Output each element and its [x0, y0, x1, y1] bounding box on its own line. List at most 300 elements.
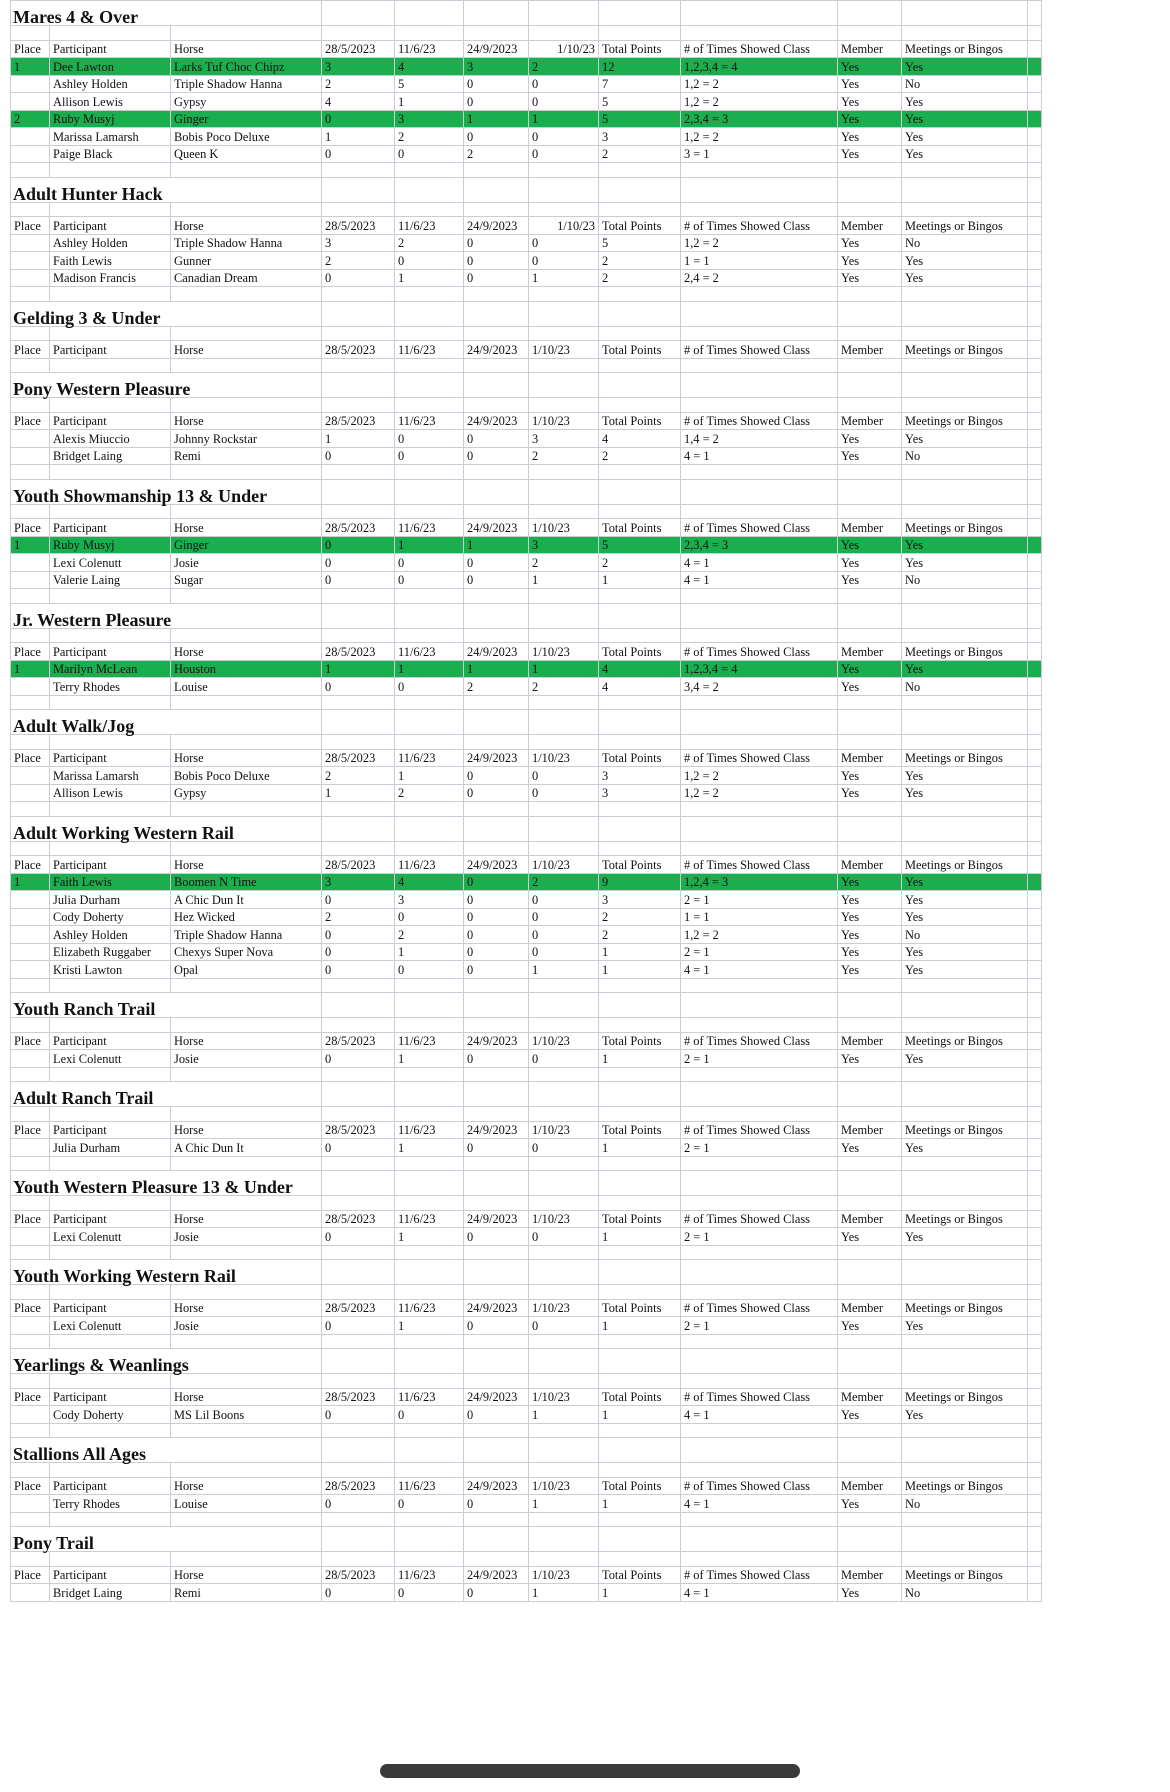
empty-cell[interactable] [464, 1552, 529, 1567]
column-header[interactable]: Member [838, 40, 902, 58]
column-header[interactable]: Horse [171, 1388, 322, 1406]
empty-cell[interactable] [1028, 767, 1042, 785]
empty-cell[interactable] [902, 628, 1028, 643]
empty-cell[interactable] [171, 1107, 322, 1122]
empty-cell[interactable] [681, 358, 838, 373]
empty-cell[interactable] [395, 301, 464, 326]
column-header[interactable]: Horse [171, 217, 322, 235]
empty-cell[interactable] [838, 1245, 902, 1260]
empty-cell[interactable] [464, 301, 529, 326]
empty-cell[interactable] [11, 589, 50, 604]
column-header[interactable]: Participant [50, 1121, 171, 1139]
empty-cell[interactable] [838, 1349, 902, 1374]
empty-cell[interactable] [902, 373, 1028, 398]
empty-cell[interactable] [1028, 398, 1042, 413]
table-cell[interactable]: 0 [529, 93, 599, 111]
empty-cell[interactable] [1028, 1388, 1042, 1406]
empty-cell[interactable] [681, 710, 838, 735]
empty-cell[interactable] [529, 695, 599, 710]
empty-cell[interactable] [599, 1527, 681, 1552]
table-cell[interactable]: 2 [395, 234, 464, 252]
empty-cell[interactable] [681, 326, 838, 341]
table-cell[interactable]: Yes [838, 447, 902, 465]
empty-cell[interactable] [681, 202, 838, 217]
empty-cell[interactable] [464, 695, 529, 710]
empty-cell[interactable] [838, 1438, 902, 1463]
column-header[interactable]: Participant [50, 856, 171, 874]
table-cell[interactable]: 0 [464, 447, 529, 465]
table-cell[interactable]: 0 [464, 430, 529, 448]
empty-cell[interactable] [681, 1285, 838, 1300]
empty-cell[interactable] [50, 1512, 171, 1527]
table-cell[interactable]: Yes [902, 784, 1028, 802]
empty-cell[interactable] [1028, 1406, 1042, 1424]
table-cell[interactable]: 0 [464, 784, 529, 802]
empty-cell[interactable] [322, 1512, 395, 1527]
empty-cell[interactable] [395, 1463, 464, 1478]
table-cell[interactable]: 1 [599, 1317, 681, 1335]
empty-cell[interactable] [838, 504, 902, 519]
table-cell[interactable]: Yes [902, 110, 1028, 128]
empty-cell[interactable] [529, 628, 599, 643]
column-header[interactable]: Place [11, 1032, 50, 1050]
column-header[interactable]: 1/10/23 [529, 856, 599, 874]
table-cell[interactable]: Yes [902, 58, 1028, 76]
empty-cell[interactable] [464, 1423, 529, 1438]
column-header[interactable]: Member [838, 341, 902, 359]
empty-cell[interactable] [1028, 1463, 1042, 1478]
table-cell[interactable]: 5 [599, 110, 681, 128]
table-cell[interactable]: No [902, 1584, 1028, 1602]
empty-cell[interactable] [529, 1512, 599, 1527]
column-header[interactable]: Horse [171, 1121, 322, 1139]
table-cell[interactable]: 0 [322, 1228, 395, 1246]
empty-cell[interactable] [599, 1260, 681, 1285]
empty-cell[interactable] [11, 841, 50, 856]
table-cell[interactable]: 1 [395, 1317, 464, 1335]
column-header[interactable]: 24/9/2023 [464, 412, 529, 430]
column-header[interactable]: 1/10/23 [529, 1032, 599, 1050]
empty-cell[interactable] [599, 628, 681, 643]
table-cell[interactable]: 0 [322, 571, 395, 589]
empty-cell[interactable] [838, 978, 902, 993]
table-cell[interactable]: Cody Doherty [50, 908, 171, 926]
empty-cell[interactable] [322, 1156, 395, 1171]
column-header[interactable]: Participant [50, 1210, 171, 1228]
empty-cell[interactable] [1028, 1566, 1042, 1584]
empty-cell[interactable] [1028, 1139, 1042, 1157]
table-cell[interactable]: Yes [902, 1050, 1028, 1068]
table-cell[interactable]: 1 [599, 943, 681, 961]
table-cell[interactable]: Yes [838, 269, 902, 287]
table-cell[interactable]: 0 [322, 943, 395, 961]
table-cell[interactable]: 0 [395, 430, 464, 448]
empty-cell[interactable] [171, 628, 322, 643]
table-cell[interactable]: 0 [464, 1584, 529, 1602]
empty-cell[interactable] [838, 841, 902, 856]
empty-cell[interactable] [681, 695, 838, 710]
column-header[interactable]: Member [838, 412, 902, 430]
empty-cell[interactable] [681, 1107, 838, 1122]
empty-cell[interactable] [1028, 1121, 1042, 1139]
empty-cell[interactable] [599, 177, 681, 202]
table-cell[interactable]: 2,4 = 2 [681, 269, 838, 287]
column-header[interactable]: Horse [171, 1032, 322, 1050]
column-header[interactable]: Horse [171, 1477, 322, 1495]
empty-cell[interactable] [1028, 678, 1042, 696]
table-cell[interactable]: 0 [395, 1584, 464, 1602]
table-cell[interactable]: 1 [529, 269, 599, 287]
empty-cell[interactable] [1028, 873, 1042, 891]
empty-cell[interactable] [1028, 163, 1042, 178]
column-header[interactable]: 24/9/2023 [464, 519, 529, 537]
empty-cell[interactable] [599, 1107, 681, 1122]
empty-cell[interactable] [838, 358, 902, 373]
empty-cell[interactable] [11, 26, 50, 41]
column-header[interactable]: 11/6/23 [395, 1566, 464, 1584]
table-cell[interactable]: 1,2,3,4 = 4 [681, 660, 838, 678]
empty-cell[interactable] [838, 177, 902, 202]
table-cell[interactable]: 1 [11, 873, 50, 891]
table-cell[interactable]: 2 [464, 145, 529, 163]
empty-cell[interactable] [902, 589, 1028, 604]
empty-cell[interactable] [681, 816, 838, 841]
empty-cell[interactable] [838, 326, 902, 341]
column-header[interactable]: Participant [50, 1299, 171, 1317]
empty-cell[interactable] [1028, 891, 1042, 909]
table-cell[interactable]: Yes [838, 891, 902, 909]
empty-cell[interactable] [838, 1527, 902, 1552]
column-header[interactable]: 24/9/2023 [464, 1121, 529, 1139]
empty-cell[interactable] [1028, 110, 1042, 128]
table-cell[interactable]: 1 [529, 1495, 599, 1513]
column-header[interactable]: Participant [50, 1566, 171, 1584]
column-header[interactable]: Place [11, 1566, 50, 1584]
empty-cell[interactable] [11, 1018, 50, 1033]
empty-cell[interactable] [681, 177, 838, 202]
table-cell[interactable]: 1 [464, 536, 529, 554]
empty-cell[interactable] [681, 1156, 838, 1171]
column-header[interactable]: # of Times Showed Class [681, 749, 838, 767]
empty-cell[interactable] [681, 373, 838, 398]
table-cell[interactable]: Lexi Colenutt [50, 1228, 171, 1246]
empty-cell[interactable] [395, 628, 464, 643]
table-cell[interactable]: 0 [529, 1139, 599, 1157]
column-header[interactable]: Place [11, 749, 50, 767]
column-header[interactable]: Total Points [599, 749, 681, 767]
table-cell[interactable]: 2,3,4 = 3 [681, 536, 838, 554]
empty-cell[interactable] [681, 1423, 838, 1438]
empty-cell[interactable] [171, 326, 322, 341]
empty-cell[interactable] [529, 1285, 599, 1300]
empty-cell[interactable] [1028, 961, 1042, 979]
table-cell[interactable] [11, 1317, 50, 1335]
column-header[interactable]: Place [11, 1477, 50, 1495]
empty-cell[interactable] [50, 1018, 171, 1033]
table-cell[interactable] [11, 75, 50, 93]
empty-cell[interactable] [1028, 234, 1042, 252]
column-header[interactable]: # of Times Showed Class [681, 217, 838, 235]
empty-cell[interactable] [50, 695, 171, 710]
empty-cell[interactable] [1028, 341, 1042, 359]
empty-cell[interactable] [395, 1018, 464, 1033]
empty-cell[interactable] [464, 1438, 529, 1463]
column-header[interactable]: Horse [171, 341, 322, 359]
empty-cell[interactable] [902, 735, 1028, 750]
empty-cell[interactable] [599, 301, 681, 326]
empty-cell[interactable] [1028, 1245, 1042, 1260]
empty-cell[interactable] [529, 603, 599, 628]
table-cell[interactable]: Marissa Lamarsh [50, 767, 171, 785]
table-cell[interactable]: 0 [395, 1406, 464, 1424]
empty-cell[interactable] [902, 202, 1028, 217]
column-header[interactable]: Total Points [599, 1032, 681, 1050]
table-cell[interactable]: 0 [529, 252, 599, 270]
table-cell[interactable] [11, 1228, 50, 1246]
empty-cell[interactable] [599, 373, 681, 398]
empty-cell[interactable] [681, 1512, 838, 1527]
table-cell[interactable]: 4 = 1 [681, 554, 838, 572]
table-cell[interactable] [11, 234, 50, 252]
table-cell[interactable]: Yes [838, 1228, 902, 1246]
horizontal-scrollbar[interactable] [380, 1764, 800, 1778]
table-cell[interactable]: No [902, 234, 1028, 252]
table-cell[interactable]: 0 [529, 128, 599, 146]
table-cell[interactable]: 0 [529, 145, 599, 163]
empty-cell[interactable] [322, 1260, 395, 1285]
table-cell[interactable]: A Chic Dun It [171, 1139, 322, 1157]
empty-cell[interactable] [902, 603, 1028, 628]
empty-cell[interactable] [529, 398, 599, 413]
table-cell[interactable]: 1 [395, 1050, 464, 1068]
column-header[interactable]: Total Points [599, 1210, 681, 1228]
empty-cell[interactable] [464, 398, 529, 413]
empty-cell[interactable] [1028, 1512, 1042, 1527]
empty-cell[interactable] [902, 504, 1028, 519]
table-cell[interactable]: Yes [838, 961, 902, 979]
column-header[interactable]: Meetings or Bingos [902, 217, 1028, 235]
empty-cell[interactable] [50, 163, 171, 178]
table-cell[interactable]: 0 [395, 145, 464, 163]
table-cell[interactable]: 0 [322, 145, 395, 163]
column-header[interactable]: 11/6/23 [395, 519, 464, 537]
empty-cell[interactable] [11, 1107, 50, 1122]
empty-cell[interactable] [171, 1334, 322, 1349]
empty-cell[interactable] [50, 398, 171, 413]
empty-cell[interactable] [395, 1423, 464, 1438]
empty-cell[interactable] [322, 1018, 395, 1033]
empty-cell[interactable] [681, 1334, 838, 1349]
table-cell[interactable]: 0 [322, 678, 395, 696]
table-cell[interactable]: 2 [395, 128, 464, 146]
table-cell[interactable]: 2 = 1 [681, 943, 838, 961]
table-cell[interactable]: 2 [599, 252, 681, 270]
empty-cell[interactable] [171, 1423, 322, 1438]
table-cell[interactable]: Opal [171, 961, 322, 979]
table-cell[interactable]: No [902, 447, 1028, 465]
empty-cell[interactable] [50, 287, 171, 302]
table-cell[interactable]: Marilyn McLean [50, 660, 171, 678]
table-cell[interactable]: Dee Lawton [50, 58, 171, 76]
table-cell[interactable]: 0 [395, 961, 464, 979]
empty-cell[interactable] [464, 1374, 529, 1389]
table-cell[interactable]: 2 [529, 873, 599, 891]
column-header[interactable]: Horse [171, 749, 322, 767]
table-cell[interactable]: 2 [599, 447, 681, 465]
column-header[interactable]: # of Times Showed Class [681, 1299, 838, 1317]
table-cell[interactable]: 0 [464, 943, 529, 961]
empty-cell[interactable] [838, 301, 902, 326]
empty-cell[interactable] [902, 1260, 1028, 1285]
section-title[interactable]: Mares 4 & Over [11, 1, 322, 26]
empty-cell[interactable] [395, 589, 464, 604]
empty-cell[interactable] [322, 202, 395, 217]
empty-cell[interactable] [1028, 1156, 1042, 1171]
column-header[interactable]: # of Times Showed Class [681, 1566, 838, 1584]
table-cell[interactable]: Bridget Laing [50, 447, 171, 465]
table-cell[interactable]: 1 [395, 943, 464, 961]
table-cell[interactable]: Yes [902, 1317, 1028, 1335]
empty-cell[interactable] [1028, 1552, 1042, 1567]
column-header[interactable]: Participant [50, 217, 171, 235]
empty-cell[interactable] [681, 802, 838, 817]
table-cell[interactable]: 0 [322, 926, 395, 944]
table-cell[interactable]: 3 [599, 784, 681, 802]
column-header[interactable]: Meetings or Bingos [902, 519, 1028, 537]
table-cell[interactable]: 0 [464, 93, 529, 111]
empty-cell[interactable] [599, 710, 681, 735]
empty-cell[interactable] [529, 1156, 599, 1171]
table-cell[interactable]: 4 [599, 660, 681, 678]
empty-cell[interactable] [464, 504, 529, 519]
empty-cell[interactable] [322, 1171, 395, 1196]
empty-cell[interactable] [599, 993, 681, 1018]
table-cell[interactable] [11, 891, 50, 909]
empty-cell[interactable] [902, 1349, 1028, 1374]
empty-cell[interactable] [902, 301, 1028, 326]
table-cell[interactable]: Boomen N Time [171, 873, 322, 891]
table-cell[interactable]: 3 [599, 767, 681, 785]
column-header[interactable]: Participant [50, 40, 171, 58]
empty-cell[interactable] [902, 479, 1028, 504]
empty-cell[interactable] [322, 816, 395, 841]
column-header[interactable]: Total Points [599, 519, 681, 537]
table-cell[interactable]: 4 [395, 873, 464, 891]
empty-cell[interactable] [464, 1285, 529, 1300]
empty-cell[interactable] [599, 1512, 681, 1527]
empty-cell[interactable] [464, 628, 529, 643]
empty-cell[interactable] [599, 802, 681, 817]
column-header[interactable]: Meetings or Bingos [902, 856, 1028, 874]
empty-cell[interactable] [395, 1512, 464, 1527]
table-cell[interactable]: 4 [599, 678, 681, 696]
column-header[interactable]: 1/10/23 [529, 217, 599, 235]
empty-cell[interactable] [50, 1107, 171, 1122]
table-cell[interactable]: Larks Tuf Choc Chipz [171, 58, 322, 76]
table-cell[interactable]: 0 [322, 447, 395, 465]
column-header[interactable]: 1/10/23 [529, 749, 599, 767]
empty-cell[interactable] [464, 163, 529, 178]
empty-cell[interactable] [464, 1260, 529, 1285]
empty-cell[interactable] [1028, 145, 1042, 163]
column-header[interactable]: Meetings or Bingos [902, 1388, 1028, 1406]
table-cell[interactable]: 5 [395, 75, 464, 93]
empty-cell[interactable] [11, 695, 50, 710]
empty-cell[interactable] [902, 1156, 1028, 1171]
table-cell[interactable]: 4 = 1 [681, 447, 838, 465]
table-cell[interactable]: 4 [395, 58, 464, 76]
table-cell[interactable]: 2 [529, 678, 599, 696]
empty-cell[interactable] [838, 710, 902, 735]
empty-cell[interactable] [322, 1374, 395, 1389]
empty-cell[interactable] [464, 479, 529, 504]
table-cell[interactable]: Valerie Laing [50, 571, 171, 589]
table-cell[interactable]: 0 [529, 784, 599, 802]
table-cell[interactable]: 2 = 1 [681, 891, 838, 909]
empty-cell[interactable] [902, 1438, 1028, 1463]
empty-cell[interactable] [464, 358, 529, 373]
table-cell[interactable]: 2 [529, 58, 599, 76]
empty-cell[interactable] [1028, 465, 1042, 480]
column-header[interactable]: Member [838, 1299, 902, 1317]
table-cell[interactable]: 2 [529, 447, 599, 465]
column-header[interactable]: Meetings or Bingos [902, 749, 1028, 767]
empty-cell[interactable] [681, 1, 838, 26]
empty-cell[interactable] [1028, 926, 1042, 944]
table-cell[interactable]: 0 [464, 269, 529, 287]
column-header[interactable]: 24/9/2023 [464, 217, 529, 235]
column-header[interactable]: Participant [50, 341, 171, 359]
empty-cell[interactable] [395, 1374, 464, 1389]
empty-cell[interactable] [902, 695, 1028, 710]
column-header[interactable]: Place [11, 40, 50, 58]
empty-cell[interactable] [599, 504, 681, 519]
table-cell[interactable]: Louise [171, 678, 322, 696]
column-header[interactable]: # of Times Showed Class [681, 519, 838, 537]
empty-cell[interactable] [322, 1423, 395, 1438]
table-cell[interactable]: 0 [322, 1406, 395, 1424]
table-cell[interactable]: 0 [464, 961, 529, 979]
empty-cell[interactable] [171, 1285, 322, 1300]
table-cell[interactable]: 1 [395, 1228, 464, 1246]
table-cell[interactable]: Johnny Rockstar [171, 430, 322, 448]
empty-cell[interactable] [171, 1018, 322, 1033]
empty-cell[interactable] [1028, 1477, 1042, 1495]
column-header[interactable]: Member [838, 856, 902, 874]
empty-cell[interactable] [322, 1463, 395, 1478]
table-cell[interactable]: 0 [464, 1139, 529, 1157]
column-header[interactable]: 1/10/23 [529, 40, 599, 58]
empty-cell[interactable] [1028, 58, 1042, 76]
table-cell[interactable]: 2 [599, 145, 681, 163]
empty-cell[interactable] [838, 1374, 902, 1389]
empty-cell[interactable] [599, 1285, 681, 1300]
empty-cell[interactable] [838, 1512, 902, 1527]
empty-cell[interactable] [322, 1349, 395, 1374]
empty-cell[interactable] [1028, 1260, 1042, 1285]
table-cell[interactable]: 0 [395, 678, 464, 696]
empty-cell[interactable] [599, 695, 681, 710]
table-cell[interactable]: 5 [599, 234, 681, 252]
empty-cell[interactable] [1028, 1334, 1042, 1349]
section-title[interactable]: Youth Ranch Trail [11, 993, 322, 1018]
empty-cell[interactable] [529, 1374, 599, 1389]
empty-cell[interactable] [464, 1171, 529, 1196]
table-cell[interactable]: Yes [902, 430, 1028, 448]
column-header[interactable]: Meetings or Bingos [902, 1477, 1028, 1495]
table-cell[interactable]: 0 [322, 554, 395, 572]
empty-cell[interactable] [395, 373, 464, 398]
